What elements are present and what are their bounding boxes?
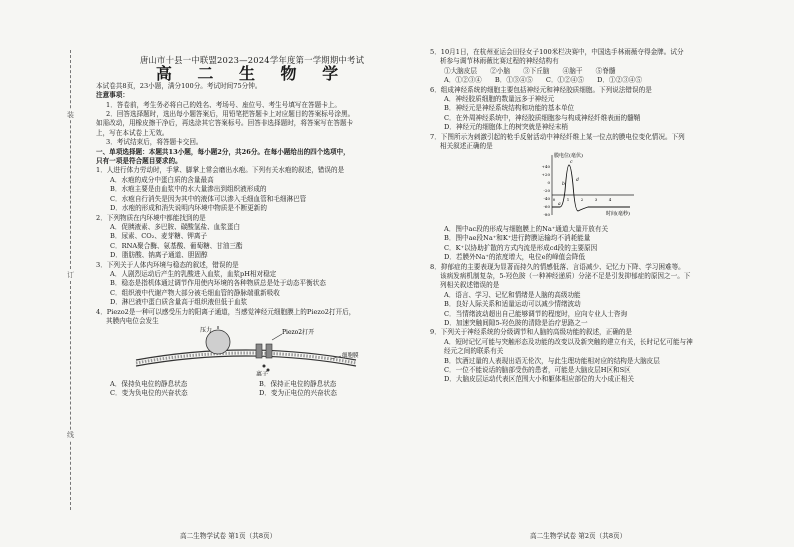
point-label: c (570, 160, 573, 166)
option: C．变为负电位的兴奋状态 (110, 389, 188, 398)
point-label: b (562, 182, 565, 188)
text-line: A．短时记忆可能与突触形态及功能的改变以及新突触的建立有关，长时记忆可能与神 (444, 337, 693, 346)
text-line: 3．下列关于人体内环境与稳态的叙述，错误的是 (96, 260, 239, 269)
membrane-potential-graph (530, 151, 640, 221)
text-line: 注意事项： (96, 91, 129, 100)
y-tick: -80 (543, 212, 550, 218)
option: D．变为正电位的兴奋状态 (259, 389, 337, 398)
x-tick: 2 (580, 197, 584, 203)
y-tick: +20 (541, 172, 550, 178)
text-line: B．饮酒过量的人表现出语无伦次，与此生理功能相对应的结构是大脑皮层 (444, 356, 660, 365)
text-line: B．良好人际关系和适量运动可以减少情绪波动 (444, 300, 581, 309)
x-tick: 1 (566, 197, 570, 203)
text-line: D．神经元的细胞体上的树突就是神经末梢 (444, 123, 568, 132)
pressure-label: 压力 (200, 327, 213, 335)
text-line: C．组织液中代谢产物大部分被毛细血管的静脉端重新吸收 (110, 288, 280, 297)
right-text-block-top (430, 48, 780, 151)
subject-title: 高 二 生 物 学 (155, 64, 349, 84)
text-line: B．图中ae段Na⁺和K⁺进行跨膜运输均不消耗能量 (444, 234, 591, 243)
text-line: B．稳态是指机体通过调节作用使内环境的各种物质总是处于动态平衡状态 (110, 279, 326, 288)
text-line: C．K⁺以协助扩散的方式内流是形成cd段的主要原因 (444, 243, 598, 252)
text-line: 6．组成神经系统的细胞主要包括神经元和神经胶质细胞。下列说法错误的是 (430, 85, 652, 94)
y-tick: 0 (547, 180, 550, 186)
text-line: D．大脑皮层运动代表区范围大小和躯体相应部位的大小成正相关 (444, 375, 634, 384)
text-line: C．RNA聚合酶、氨基酸、葡萄糖、甘油三酯 (110, 241, 243, 250)
text-line: D．加速突触间隙5-羟色胺的清除是治疗思路之一 (444, 318, 588, 327)
y-tick: -40 (543, 196, 550, 202)
channel-label: Piezo2打开 (282, 329, 315, 337)
x-tick: 3 (594, 197, 598, 203)
text-line: B．神经元是神经系统结构和功能的基本单位 (444, 104, 575, 113)
text-line: 上，写在本试卷上无效。 (96, 128, 169, 137)
piezo2-figure (106, 326, 386, 376)
text-line: 1．答卷前，考生务必将自己的姓名、考场号、座位号、考生号填写在答题卡上。 (106, 100, 341, 109)
binding-label: 订 (67, 271, 74, 279)
text-line: 只有一项是符合题目要求的。 (96, 157, 182, 166)
text-line: 2．下列物质在内环境中都能找到的是 (96, 213, 206, 222)
exam-title: 唐山市十县一中联盟2023—2024学年度第一学期期中考试 (139, 55, 365, 65)
text-line: A．促胰液素、多巴胺、碳酸氢盐、血浆蛋白 (110, 222, 241, 231)
text-line: 8．抑郁症的主要表现为显著而持久的情感低落、言语减少、记忆力下降、学习困难等。 (430, 262, 685, 271)
y-tick: +40 (541, 164, 550, 170)
page-right (430, 48, 780, 385)
text-line: 本试卷共8页，23小题，满分100分。考试时间75分钟。 (96, 81, 262, 90)
text-line: 析参与调节林雨薇比赛过程的神经结构有 (440, 57, 559, 66)
option: A．保持负电位的静息状态 (110, 379, 188, 388)
footer-right: 高二生物学试卷 第2页（共8页） (530, 532, 627, 540)
y-tick: -20 (543, 188, 550, 194)
text-line: 列相关叙述错误的是 (440, 281, 500, 290)
footer-left: 高二生物学试卷 第1页（共8页） (180, 532, 277, 540)
right-text-block-bottom (430, 225, 780, 385)
text-line: 如需改动，用橡皮擦干净后，再选涂其它答案标号。回答非选择题时，将答案写在答题卡 (96, 119, 354, 128)
text-line: 该病发病机制复杂，5-羟色胺（一种神经递质）分泌不足是引发抑郁症的原因之一。下 (440, 271, 691, 280)
text-line: 经元之间的联系有关 (444, 347, 504, 356)
membrane-label: 细胞膜 (342, 353, 359, 360)
x-tick: 4 (608, 197, 612, 203)
text-line: A．图中ac段的形成与细胞膜上的Na⁺通道大量开放有关 (444, 224, 609, 233)
text-line: 5．10月1日，在杭州亚运会田径女子100米栏决赛中，中国选手林雨薇夺得金牌。试分 (430, 48, 684, 56)
text-line: C．水疱自行消失是因为其中的液体可以渗入毛细血管和毛细淋巴管 (110, 194, 307, 203)
text-line: 相关叙述正确的是 (440, 142, 493, 151)
binding-line (67, 50, 83, 510)
text-line: 2．回答选择题时，选出每小题答案后，用铅笔把答题卡上对应题目的答案标号涂黑。 (106, 110, 355, 119)
q4-options-row (96, 380, 408, 389)
y-tick: -60 (543, 204, 550, 210)
text-line: 一、单项选择题：本题共13小题，每小题2分，共26分。在每小题给出的四个选项中， (96, 147, 350, 156)
binding-label: 装 (67, 111, 74, 119)
text-line: D．若膜外Na⁺的浓度增大，电位e的峰值会降低 (444, 253, 586, 262)
ion-label: 离子 (256, 371, 269, 377)
text-line: A．水疱的成分中蛋白质的含量最高 (110, 175, 214, 184)
text-line: A．①②③④ B．①③④⑤ C．①②④⑤ D．①②③④⑤ (444, 76, 642, 85)
text-line: A．神经胶质细胞的数量远多于神经元 (444, 95, 555, 104)
text-line: B．尿素、CO₂、麦芽糖、钾离子 (110, 232, 208, 241)
text-line: 9．下列关于神经系统的分级调节和人脑的高级功能的叙述，正确的是 (430, 328, 633, 337)
left-text-block (96, 82, 408, 327)
text-line: A．人剧烈运动后产生的乳酸进入血浆，血浆pH相对稳定 (110, 269, 277, 278)
text-line: 1．人进行体力劳动时，手掌、脚掌上常会磨出水疱。下列有关水疱的叙述，错误的是 (96, 166, 345, 175)
text-line: 3．考试结束后，将答题卡交回。 (106, 138, 203, 147)
text-line: C．一位不能说话的脑部受伤的患者，可能是大脑皮层H区和S区 (444, 365, 631, 374)
point-label: a (558, 202, 561, 208)
potential-curve (552, 165, 630, 211)
text-line: D．淋巴液中蛋白质含量高于组织液但低于血浆 (110, 298, 248, 307)
graph-ylabel: 膜电位(毫伏) (554, 153, 583, 160)
binding-label: 线 (67, 431, 74, 439)
text-line: 7．下图所示为刺激引起的枪手反射活动中神经纤维上某一位点的膜电位变化情况。下列 (430, 132, 685, 141)
option: B．保持正电位的静息状态 (259, 379, 337, 388)
text-line: C．当情绪波动超出自己能够调节的程度时，应向专业人士咨询 (444, 309, 628, 318)
point-label: d (576, 178, 579, 184)
text-line: C．在外周神经系统中，神经胶质细胞参与构成神经纤维表面的髓鞘 (444, 113, 641, 122)
text-line: D．脂肪酸、钠离子通道、胆固醇 (110, 251, 208, 260)
text-line: 其膜内电位会发生 (106, 316, 159, 325)
page-left (96, 0, 408, 399)
text-line: D．水疱的形成和消失说明内环境中物质是不断更新的 (110, 204, 267, 213)
graph-xlabel: 时间(毫秒) (606, 211, 630, 218)
x-tick: 0 (552, 197, 556, 203)
text-line: ①大脑皮层 ②小脑 ③下丘脑 ④脑干 ⑤脊髓 (444, 66, 616, 75)
text-line: A．语言、学习、记忆和情绪是人脑的高级功能 (444, 290, 581, 299)
text-line: B．水疱主要是由血浆中的水大量渗出到组织液形成的 (110, 185, 267, 194)
text-line: 4．Piezo2是一种可以感受压力的阳离子通道，当感觉神经元细胞膜上的Piezo2打开后， (96, 307, 356, 316)
q4-options-row (96, 389, 408, 398)
